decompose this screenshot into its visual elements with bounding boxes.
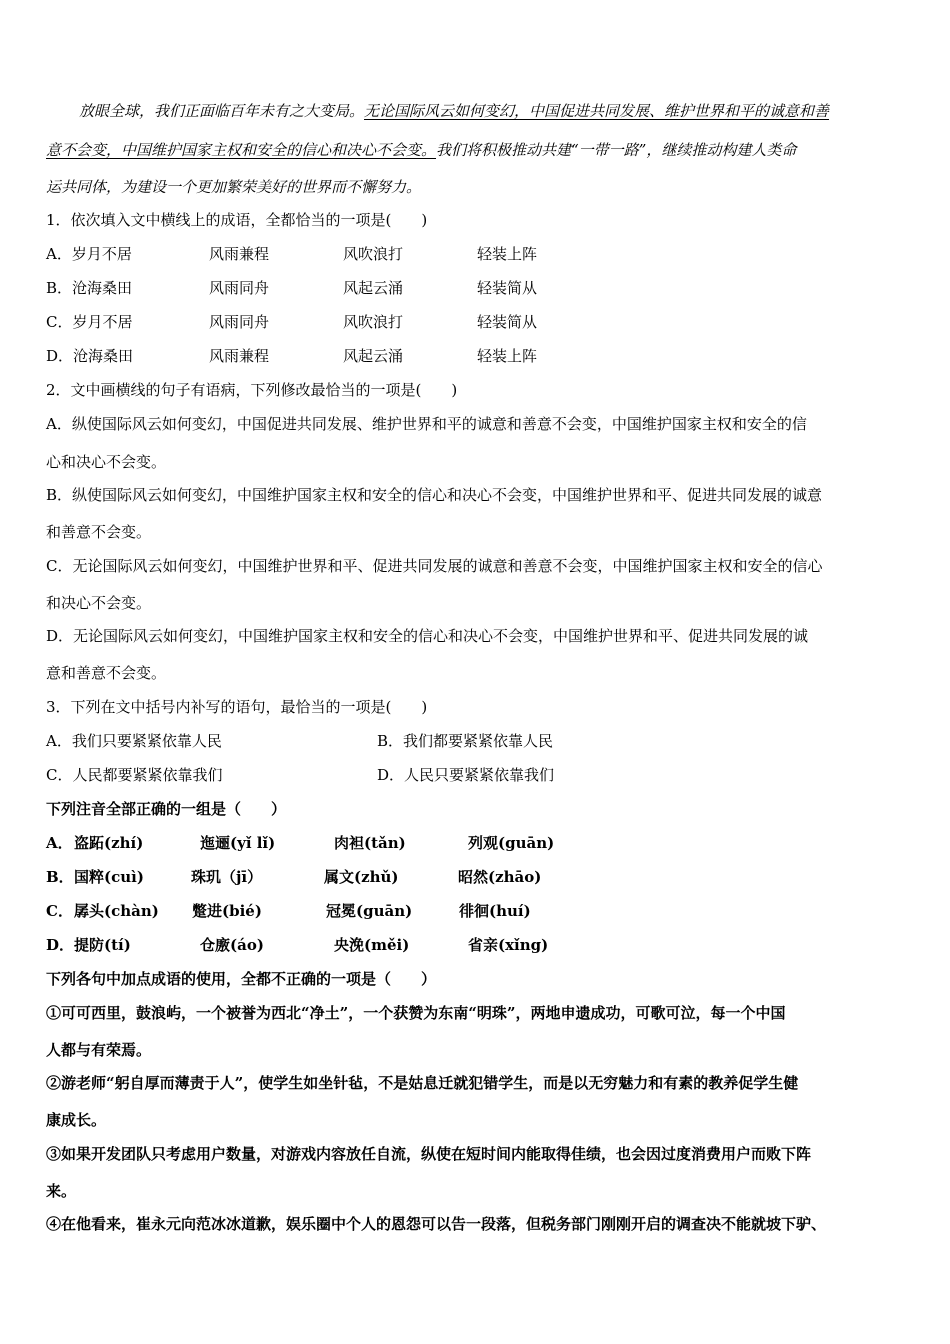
passage-text: 放眼全球，我们正面临百年未有之大变局。: [79, 102, 365, 120]
passage-line-2: [46, 140, 796, 160]
underlined-sentence: 意不会变，中国维护国家主权和安全的信心和决心不会变。: [46, 141, 437, 159]
q2-option-a-line2: 心和决心不会变。: [46, 453, 167, 471]
q2-option-c-line1: C．无论国际风云如何变幻，中国维护世界和平、促进共同发展的诚意和善意不会变，中国维护国家主权和安全的信心: [46, 557, 823, 575]
q5-sentence-3-line2: 来。: [46, 1182, 77, 1200]
q3-option-b: B．我们都要紧紧依靠人民: [377, 732, 554, 750]
q2-option-b-line1: B．纵使国际风云如何变幻，中国维护国家主权和安全的信心和决心不会变，中国维护世界和平、促进共同发展的诚意: [46, 486, 823, 504]
q2-option-b-line2: 和善意不会变。: [46, 523, 152, 541]
q5-sentence-1-line2: 人都与有荣焉。: [46, 1041, 152, 1059]
document-page: 放眼全球，我们正面临百年未有之大变局。无论国际风云如何变幻，中国促进共同发展、维护世界和平的诚意和善 意不会变，中国维护国家主权和安全的信心和决心不会变。我们将积极推动共建“一带一路”，继续推动构建人类命 运共同体，为建设一个更加繁荣美好的世界而不懈努力。 1．依次填入文中横线上的成语，全都恰当的一项是( ) A．岁月不居 风雨兼程 风吹浪打 轻装上阵 B．沧海桑田 风雨同舟 风起云涌 轻装简从 C．岁月不居 风雨同舟 风吹浪打 轻装简从 D．沧海桑田 风雨兼程 风起云涌 轻装上阵 2．文中画横线的句子有语病，下列修改最恰当的一项是( ) A．纵使国际风云如何变幻，中国促进共同发展、维护世界和平的诚意和善意不会变，中国维护国家主权和安全的信 心和决心不会变。 B．纵使国际风云如何变幻，中国维护国家主权和安全的信心和决心不会变，中国维护世界和平、促进共同发展的诚意 和善意不会变。 C．无论国际风云如何变幻，中国维护世界和平、促进共同发展的诚意和善意不会变，中国维护国家主权和安全的信心 和决心不会变。 D．无论国际风云如何变幻，中国维护国家主权和安全的信心和决心不会变，中国维护世界和平、促进共同发展的诚 意和善意不会变。 3．下列在文中括号内补写的语句，最恰当的一项是( ) A．我们只要紧紧依靠人民 B．我们都要紧紧依靠人民 C．人民都要紧紧依靠我们 D．人民只要紧紧依靠我们 下列注音全部正确的一组是（ ） A． 盗跖(zhí) 迤逦(yǐ lǐ) 肉袒(tǎn) 列观(guān) B． 国粹(cuì) 珠玑（jī） 属文(zhǔ) 昭然(zhāo) C． 孱头(chàn) 蹩进(bié) 冠冕(guān) 徘徊(huí) D． 提防(tí) 仓廒(áo) 央浼(měi) 省亲(xǐng) 下列各句中加点成语的使用，全都不正确的一项是（ ） ①可可西里，鼓浪屿，一个被誉为西北“净土”，一个获赞为东南“明珠”，两地申遗成功，可歌可泣，每一个中国 人都与有荣焉。 ②游老师“躬自厚而薄责于人”，使学生如坐针毡，不是姑息迁就犯错学生，而是以无穷魅力和有素的教养促学生健 康成长。 ③如果开发团队只考虑用户数量，对游戏内容放任自流，纵使在短时间内能取得佳绩，也会因过度消费用户而败下阵 来。 ④在他看来，崔永元向范冰冰道歉，娱乐圈中个人的恩怨可以告一段落，但税务部门刚刚开启的调查决不能就坡下驴、: [0, 0, 950, 1344]
question-4-stem: 下列注音全部正确的一组是（ ）: [46, 800, 287, 818]
q5-sentence-2-line1: ②游老师“躬自厚而薄责于人”，使学生如坐针毡，不是姑息迁就犯错学生，而是以无穷魅力和有素的教养促学生健: [46, 1074, 799, 1092]
question-3-stem: 3．下列在文中括号内补写的语句，最恰当的一项是( ): [46, 698, 428, 716]
q5-sentence-2-line2: 康成长。: [46, 1111, 107, 1129]
q3-option-d: D．人民只要紧紧依靠我们: [377, 766, 555, 784]
q2-option-c-line2: 和决心不会变。: [46, 594, 152, 612]
q5-sentence-4-line1: ④在他看来，崔永元向范冰冰道歉，娱乐圈中个人的恩怨可以告一段落，但税务部门刚刚开启的调查决不能就坡下驴、: [46, 1215, 827, 1233]
q3-option-c: C．人民都要紧紧依靠我们: [46, 766, 223, 784]
question-1-stem: 1．依次填入文中横线上的成语，全都恰当的一项是( ): [46, 211, 428, 229]
underlined-sentence: 无论国际风云如何变幻，中国促进共同发展、维护世界和平的诚意和善: [364, 102, 830, 120]
q5-sentence-3-line1: ③如果开发团队只考虑用户数量，对游戏内容放任自流，纵使在短时间内能取得佳绩，也会因过度消费用户而败下阵: [46, 1145, 812, 1163]
q2-option-d-line2: 意和善意不会变。: [46, 664, 167, 682]
q5-sentence-1-line1: ①可可西里，鼓浪屿，一个被誉为西北“净土”，一个获赞为东南“明珠”，两地申遗成功，可歌可泣，每一个中国: [46, 1004, 786, 1022]
q3-option-a: A．我们只要紧紧依靠人民: [46, 732, 222, 750]
q2-option-a-line1: A．纵使国际风云如何变幻，中国促进共同发展、维护世界和平的诚意和善意不会变，中国维护国家主权和安全的信: [46, 415, 807, 433]
passage-line-3: 运共同体，为建设一个更加繁荣美好的世界而不懈努力。: [46, 178, 422, 196]
question-5-stem: 下列各句中加点成语的使用，全都不正确的一项是（ ）: [46, 970, 437, 988]
question-2-stem: 2．文中画横线的句子有语病，下列修改最恰当的一项是( ): [46, 381, 458, 399]
passage-text: 我们将积极推动共建“一带一路”，继续推动构建人类命: [436, 141, 797, 159]
q2-option-d-line1: D．无论国际风云如何变幻，中国维护国家主权和安全的信心和决心不会变，中国维护世界和平、促进共同发展的诚: [46, 627, 809, 645]
passage-line-1: [79, 101, 829, 121]
